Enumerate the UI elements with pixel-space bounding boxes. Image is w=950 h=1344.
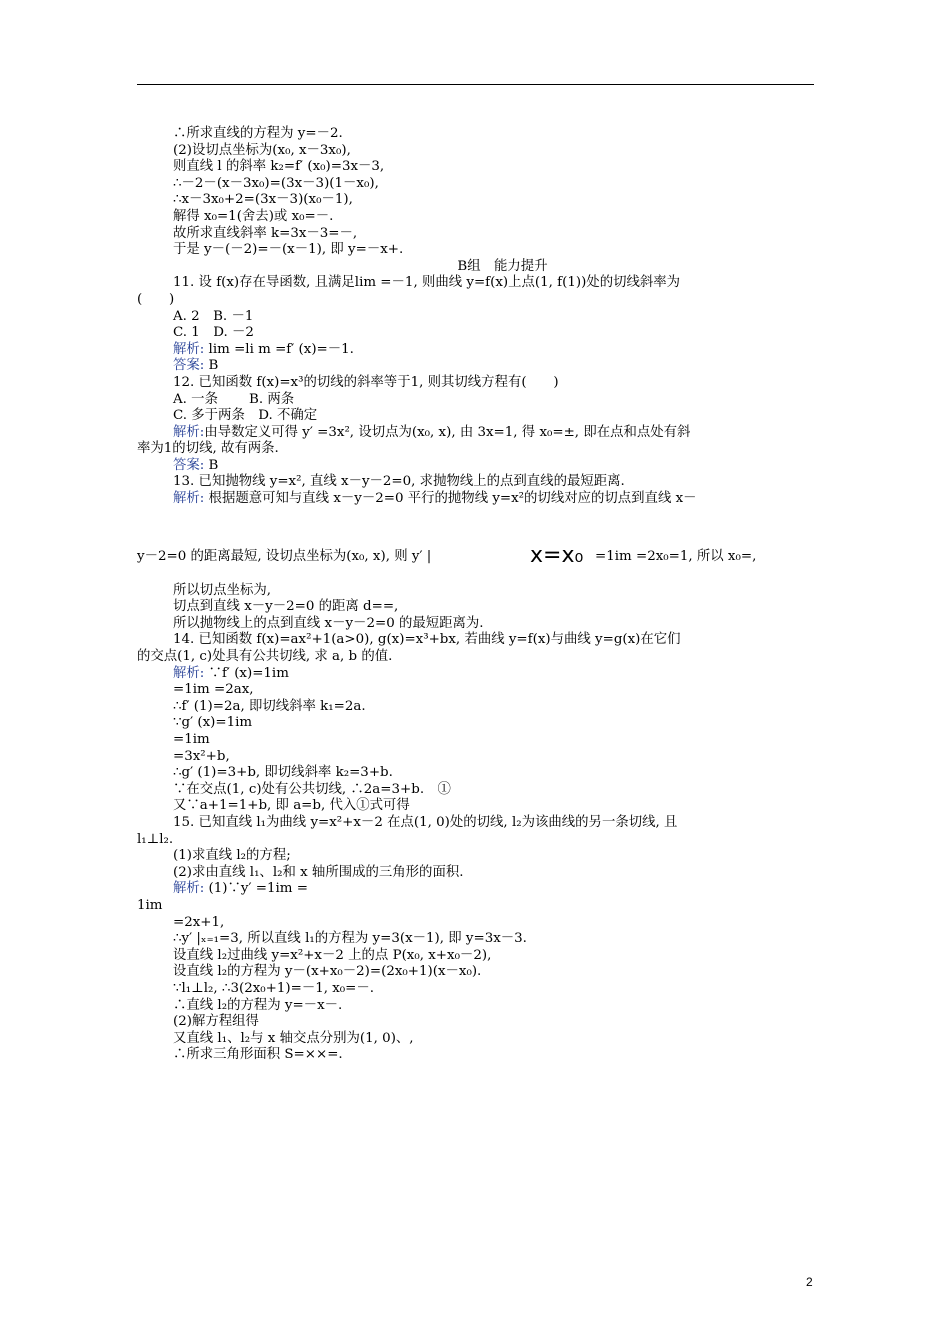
text-line: ∴g′ (1)=3+b, 即切线斜率 k₂=3+b. [173, 765, 393, 781]
text-line: 切点到直线 x－y－2=0 的距离 d==, [173, 599, 399, 615]
text-line: ∵g′ (x)=1im [173, 715, 253, 731]
solution-label: 解析: [173, 881, 205, 897]
question-12-stem: 12. 已知函数 f(x)=x³的切线的斜率等于1, 则其切线方程有( ) [173, 374, 559, 390]
question-12-solution-cont: 率为1的切线, 故有两条. [137, 441, 279, 457]
solution-label: 解析: [173, 424, 205, 440]
question-11-stem-cont: ( ) [137, 291, 175, 307]
page-number: 2 [806, 1275, 813, 1289]
text-line: 解得 x₀=1(舍去)或 x₀=－. [173, 208, 334, 224]
document-body [137, 126, 814, 1064]
question-12-options: C. 多于两条 D. 不确定 [173, 408, 318, 424]
question-15-part: (1)求直线 l₂的方程; [173, 848, 291, 864]
text-line: =1im [173, 732, 210, 747]
formula-text: =1im =2x₀=1, 所以 x₀=, [595, 548, 757, 564]
answer-label: 答案: [173, 358, 205, 374]
text-line: ∵在交点(1, c)处有公共切线, ∴2a=3+b. ① [173, 781, 451, 797]
question-15-part: (2)求由直线 l₁、l₂和 x 轴所围成的三角形的面积. [173, 864, 464, 880]
solution-label: 解析: [173, 341, 205, 357]
question-13-solution: 解析: 根据题意可知与直线 x－y－2=0 平行的抛物线 y=x²的切线对应的切点到直线 x－ [173, 491, 697, 507]
question-11-solution: 解析: lim =li m =f′ (x)=－1. [173, 341, 354, 357]
question-15-stem-cont: l₁⊥l₂. [137, 831, 174, 847]
text-line: 设直线 l₂过曲线 y=x²+x－2 上的点 P(x₀, x+x₀－2), [173, 947, 492, 963]
text-line: 于是 y－(－2)=－(x－1), 即 y=－x+. [173, 242, 404, 258]
text-line: 所以切点坐标为, [173, 582, 271, 598]
answer-label: 答案: [173, 457, 205, 473]
solution-label: 解析: [173, 665, 205, 681]
question-15-solution: 解析: (1)∵y′ =1im = [173, 881, 308, 897]
text-line: ∴所求直线的方程为 y=－2. [173, 126, 343, 141]
text-line: ∴所求三角形面积 S=××=. [173, 1047, 343, 1063]
text-line: =1im =2ax, [173, 682, 254, 698]
header-rule [137, 84, 814, 85]
section-heading: B组 能力提升 [457, 258, 548, 274]
text-line: 设直线 l₂的方程为 y－(x+x₀－2)=(2x₀+1)(x－x₀). [173, 964, 482, 980]
question-13-stem: 13. 已知抛物线 y=x², 直线 x－y－2=0, 求抛物线上的点到直线的最短距离. [173, 474, 625, 490]
text-line: (2)设切点坐标为(x₀, x－3x₀), [173, 142, 351, 158]
question-12-answer: 答案: B [173, 457, 219, 473]
question-12-solution: 解析:由导数定义可得 y′ =3x², 设切点为(x₀, x), 由 3x=1, 得 x₀=±, 即在点和点处有斜 [173, 424, 691, 440]
question-12-options: A. 一条 B. 两条 [173, 391, 295, 407]
solution-label: 解析: [173, 491, 205, 507]
question-13-formula-row [137, 535, 814, 579]
question-11-options: C. 1 D. －2 [173, 325, 254, 341]
text-line: 又∵a+1=1+b, 即 a=b, 代入①式可得 [173, 798, 410, 814]
text-line: =2x+1, [173, 914, 225, 930]
text-line: ∴直线 l₂的方程为 y=－x－. [173, 997, 343, 1013]
question-11-answer: 答案: B [173, 358, 219, 374]
formula-subscript-image: x=x₀ [530, 542, 584, 568]
text-line: =3x²+b, [173, 748, 230, 764]
question-14-solution: 解析: ∵f′ (x)=1im [173, 665, 289, 681]
text-line: 则直线 l 的斜率 k₂=f′ (x₀)=3x－3, [173, 159, 385, 175]
question-11-options: A. 2 B. －1 [173, 308, 254, 324]
text-line: (2)解方程组得 [173, 1014, 259, 1030]
text-line: 又直线 l₁、l₂与 x 轴交点分别为(1, 0)、, [173, 1030, 414, 1046]
question-14-stem: 14. 已知函数 f(x)=ax²+1(a>0), g(x)=x³+bx, 若曲线 y=f(x)与曲线 y=g(x)在它们 [173, 632, 681, 648]
text-line: ∴x－3x₀+2=(3x－3)(x₀－1), [173, 192, 353, 208]
text-line: 故所求直线斜率 k=3x－3=－, [173, 225, 358, 241]
formula-text: y－2=0 的距离最短, 设切点坐标为(x₀, x), 则 y′ | [137, 548, 432, 564]
text-line: ∴f′ (1)=2a, 即切线斜率 k₁=2a. [173, 698, 366, 714]
text-line: ∴－2－(x－3x₀)=(3x－3)(1－x₀), [173, 175, 379, 191]
text-line: 1im [137, 897, 163, 913]
text-line: ∵l₁⊥l₂, ∴3(2x₀+1)=－1, x₀=－. [173, 980, 375, 996]
text-line: ∴y′ |ₓ₌₁=3, 所以直线 l₁的方程为 y=3(x－1), 即 y=3x－3. [173, 931, 527, 947]
question-14-stem-cont: 的交点(1, c)处具有公共切线, 求 a, b 的值. [137, 649, 393, 665]
question-15-stem: 15. 已知直线 l₁为曲线 y=x²+x－2 在点(1, 0)处的切线, l₂为该曲线的另一条切线, 且 [173, 814, 678, 830]
text-line: 所以抛物线上的点到直线 x－y－2=0 的最短距离为. [173, 615, 484, 631]
question-11-stem: 11. 设 f(x)存在导函数, 且满足lim =－1, 则曲线 y=f(x)上点(1, f(1))处的切线斜率为 [173, 275, 681, 291]
